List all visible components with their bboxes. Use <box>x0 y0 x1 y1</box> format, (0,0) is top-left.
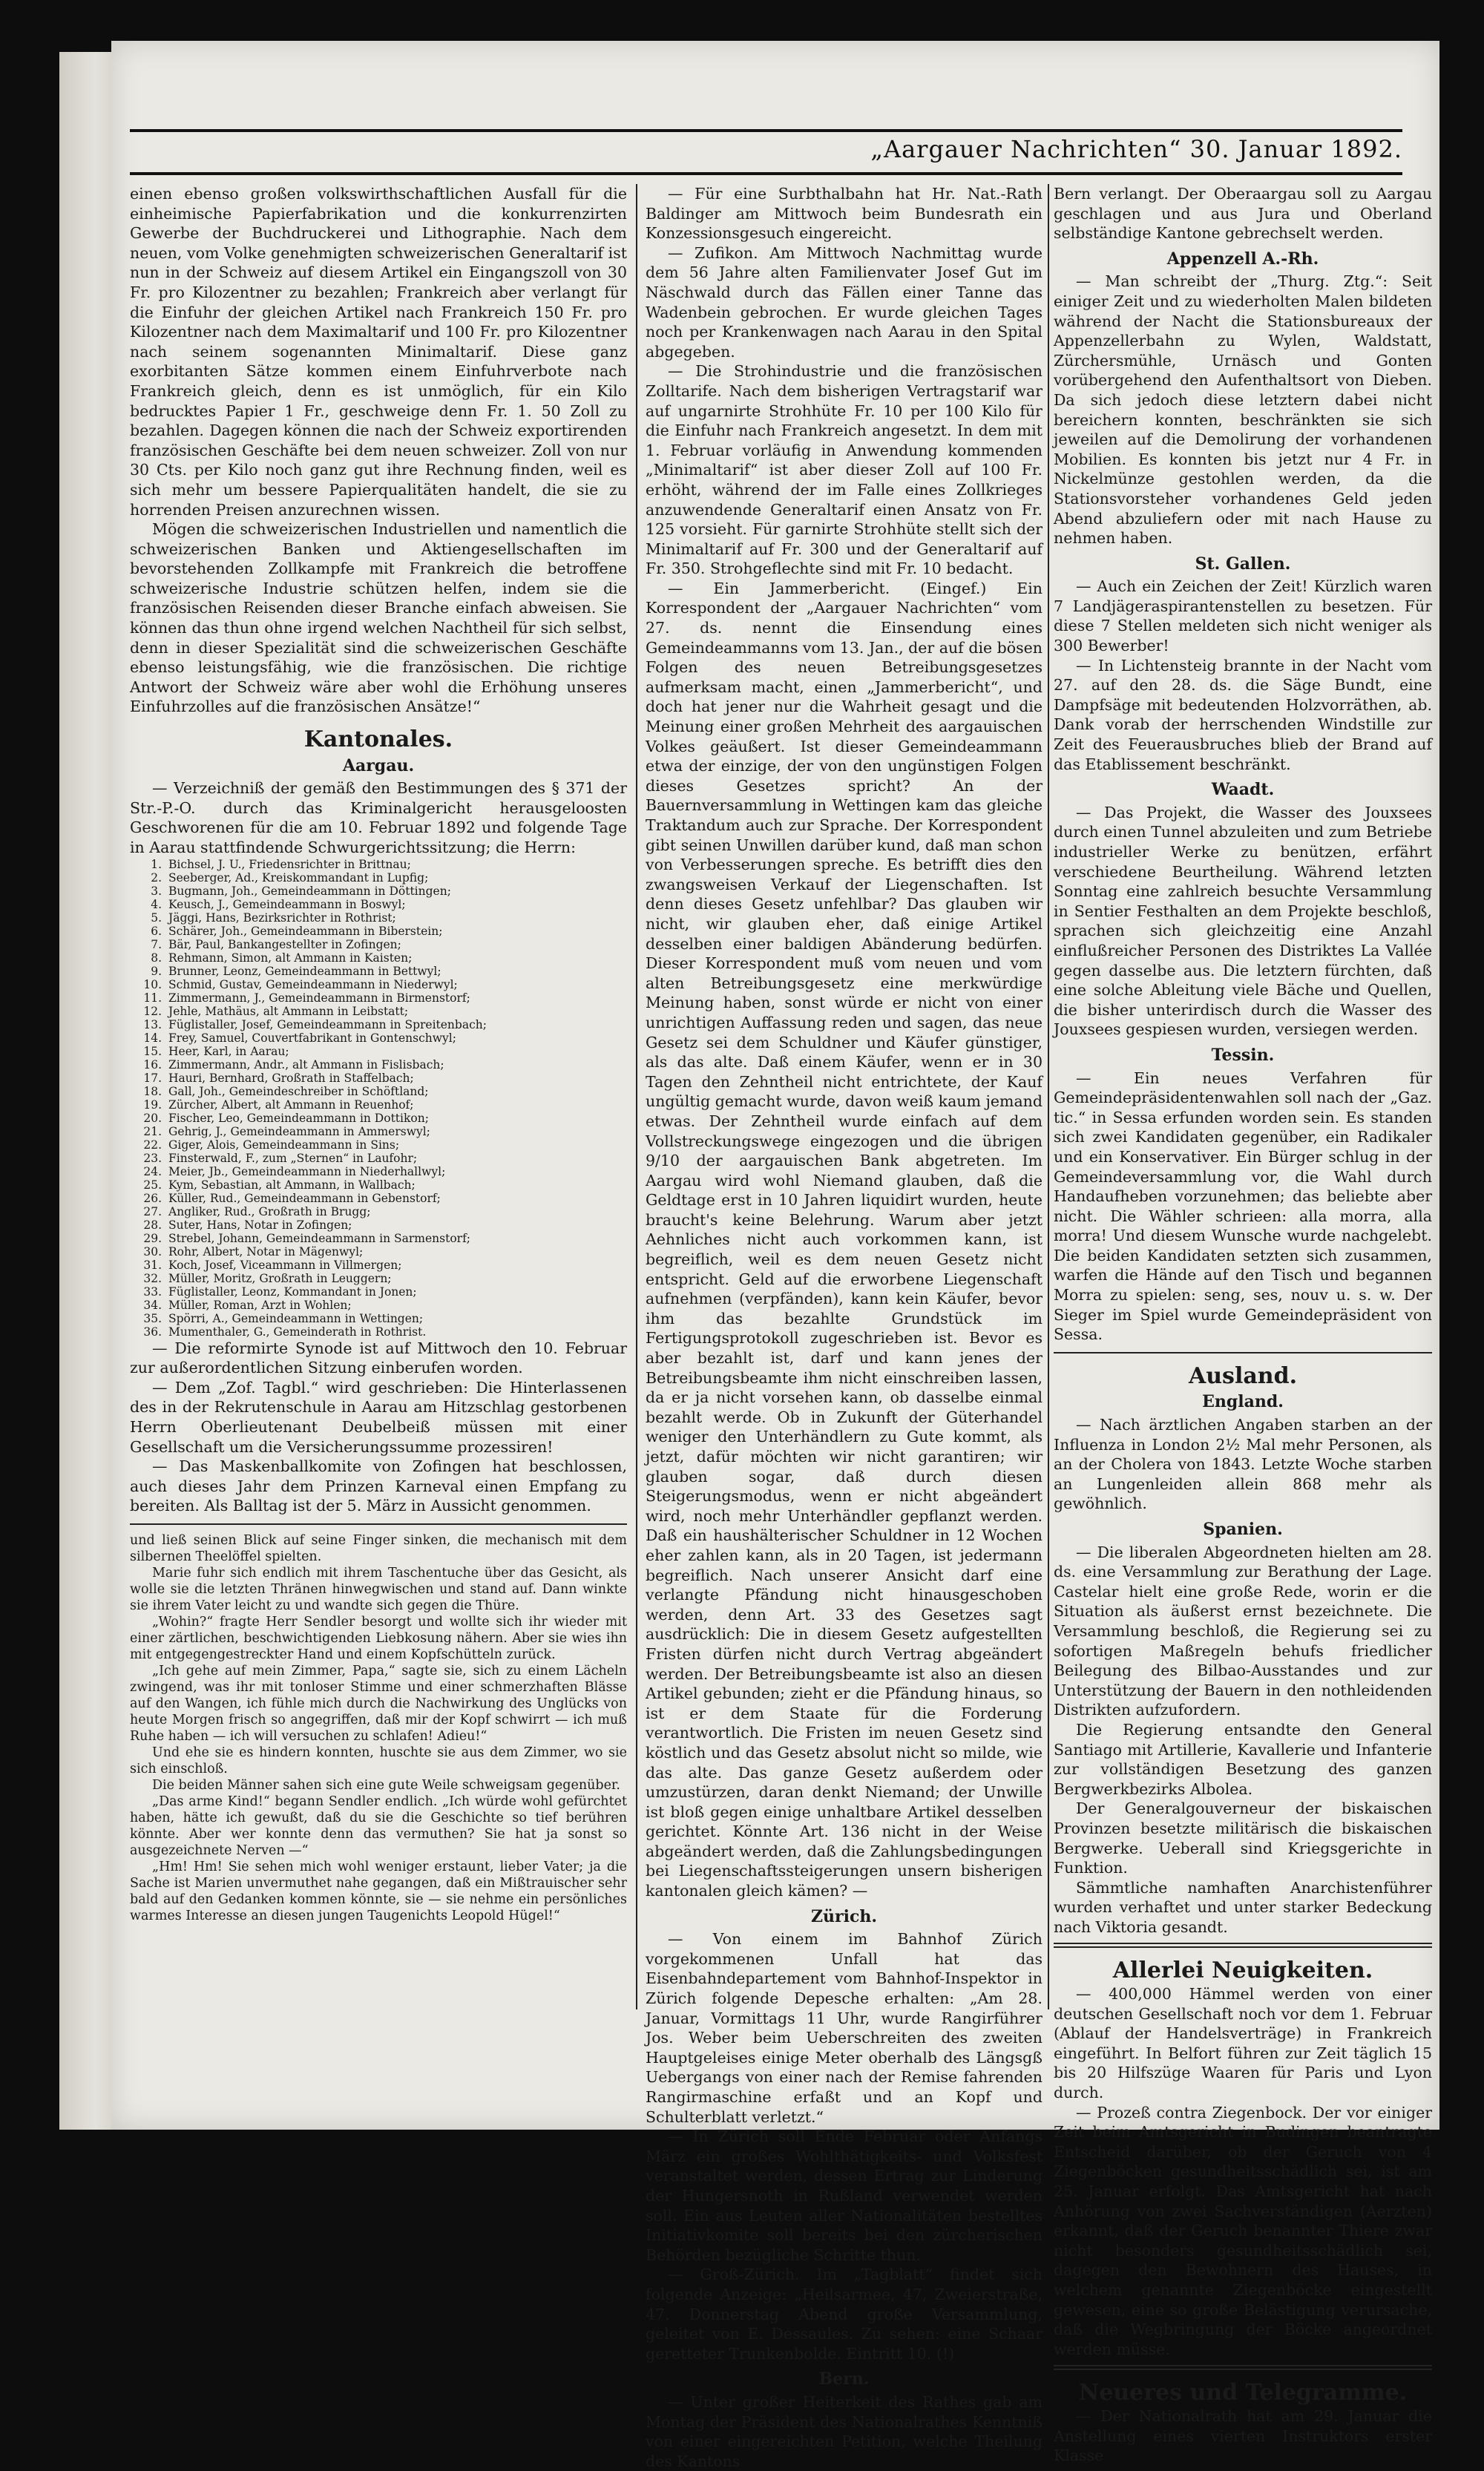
list-item: 16. Zimmermann, Andr., alt Ammann in Fislisbach; <box>165 1058 627 1072</box>
article-england: — Nach ärztlichen Angaben starben an der Influenza in London 2½ Mal mehr Personen, als an der Cholera von 1843. Letzte Woche starben an Lungenleiden allein 868 mehr als gewöhnlich. <box>1054 1416 1432 1513</box>
article-spanien-3: Der Generalgouverneur der biskaischen Provinzen besetzte militärisch die biskaischen Bergwerke. Ueberall sind Kriegsgerichte in Funktion. <box>1054 1799 1432 1877</box>
article-synode: — Die reformirte Synode ist auf Mittwoch den 10. Februar zur außerordentlichen Sitzung einberufen worden. <box>130 1339 627 1377</box>
article-bern-petition: — Unter großer Heiterkeit des Rathes gab am Montag der Präsident des Nationalrathes Kenntniß von einer eingereichten Petition, welche Theilung des Kantons <box>646 2392 1043 2470</box>
list-item: 2. Seeberger, Ad., Kreiskommandant in Lupfig; <box>165 871 627 885</box>
article-lichtensteig: — In Lichtensteig brannte in der Nacht vom 27. auf den 28. ds. die Säge Bundt, eine Dampfsäge mit bedeutenden Holzvorräthen, ab. Dank vorab der herrschenden Windstille zur Zeit des Feuerausbruches blieb der Brand auf das Etablissement beschränkt. <box>1054 656 1432 773</box>
list-item: 22. Giger, Alois, Gemeindeammann in Sins; <box>165 1138 627 1152</box>
page-fold-shadow <box>59 52 119 2130</box>
article-spanien-1: — Die liberalen Abgeordneten hielten am 28. ds. eine Versammlung zur Berathung der Lage. Castelar hielt eine große Rede, worin er die Situation als äußerst ernst bezeichnete. Die Versammlung beschloß, die Regierung sei zu sofortigen Maßregeln behufs friedlicher Beilegung des Bilbao-Ausstandes und zur Unterstützung der Bauern in den nothleidenden Distrikten aufzufordern. <box>1054 1543 1432 1719</box>
article-waadt: — Das Projekt, die Wasser des Jouxsees durch einen Tunnel abzuleiten und zum Betriebe industrieller Werke zu benützen, erfährt verschiedene Beurtheilung. Während letzten Sonntag eine zahlreich besuchte Versammlung in Sentier Festhalten an dem Projekte beschloß, sprachen sich gleichzeitig eine Anzahl einflußreicher Personen des Distriktes La Vallée gegen dasselbe aus. Die letztern fürchten, daß eine solche Ableitung viele Bäche und Quellen, die bisher unterirdisch durch die Wasser des Jouxsees gespiesen wurden, versiegen werden. <box>1054 803 1432 1039</box>
list-item: 32. Müller, Moritz, Großrath in Leuggern; <box>165 1272 627 1285</box>
list-item: 3. Bugmann, Joh., Gemeindeammann in Döttingen; <box>165 885 627 898</box>
article-haemmel: — 400,000 Hämmel werden von einer deutschen Gesellschaft noch vor dem 1. Februar (Ablauf der Handelsverträge) in Frankreich eingeführt. In Belfort führen zur Zeit täglich 15 bis 20 Hilfszüge Waaren für Paris und Lyon durch. <box>1054 1985 1432 2102</box>
article-surbthalbahn: — Für eine Surbthalbahn hat Hr. Nat.-Rath Baldinger am Mittwoch beim Bundesrath ein Konzessionsgesuch eingereicht. <box>646 185 1043 243</box>
subsection-zurich: Zürich. <box>810 1906 878 1926</box>
list-item: 14. Frey, Samuel, Couvertfabrikant in Gontenschwyl; <box>165 1031 627 1045</box>
section-allerlei: Allerlei Neuigkeiten. <box>1112 1958 1373 1984</box>
column-3 <box>1054 184 1432 2466</box>
feuilleton-paragraph: Und ehe sie es hindern konnten, huschte sie aus dem Zimmer, wo sie sich einschloß. <box>130 1745 627 1776</box>
ausland-rule <box>1054 1352 1432 1353</box>
article-st-gallen-zeichen: — Auch ein Zeichen der Zeit! Kürzlich waren 7 Landjägeraspirantenstellen zu besetzen. Für diese 7 Stellen meldeten sich nicht weniger als 300 Bewerber! <box>1054 577 1432 655</box>
list-item: 12. Jehle, Mathäus, alt Ammann in Leibstatt; <box>165 1005 627 1018</box>
list-item: 23. Finsterwald, F., zum „Sternen“ in Laufohr; <box>165 1152 627 1165</box>
jury-list <box>130 858 627 1339</box>
article-appenzell: — Man schreibt der „Thurg. Ztg.“: Seit einiger Zeit und zu wiederholten Malen bildeten während der Nacht die Stationsbureaux der Appenzellerbahn zu Wylen, Waldstatt, Zürchersmühle, Urnäsch und Gonten vorübergehend den Aufenthaltsort von Dieben. Da sich jedoch diese letztern dabei nicht bereichern konnten, beschränkten sie sich jeweilen auf die Demolirung der vorhandenen Mobilien. Es konnten bis jetzt nur 4 Fr. in Nickelmünze gestohlen werden, da die Stationsvorsteher vorhandenes Geld jeden Abend abzuliefern oder mit nach Hause zu nehmen haben. <box>1054 272 1432 548</box>
subsection-aargau: Aargau. <box>342 755 415 775</box>
article-bern-continued: Bern verlangt. Der Oberaargau soll zu Aargau geschlagen und aus Jura und Oberland selbständige Kantone gebrechselt werden. <box>1054 185 1432 243</box>
allerlei-rule <box>1054 1943 1432 1948</box>
list-item: 1. Bichsel, J. U., Friedensrichter in Brittnau; <box>165 858 627 871</box>
article-strohindustrie: — Die Strohindustrie und die französischen Zolltarife. Nach dem bisherigen Vertragstarif war auf ungarnirte Strohhüte Fr. 10 per 100 Kilo für die Einfuhr nach Frankreich angesetzt. In dem mit 1. Februar vorläufig in Anwendung kommenden „Minimaltarif“ ist aber dieser Zoll auf 100 Fr. erhöht, während der im Falle eines Zollkrieges anzuwendende Generaltarif einen Ansatz von Fr. 125 vorsieht. Für garnirte Strohhüte stellt sich der Minimaltarif auf Fr. 300 und der Generaltarif auf Fr. 350. Strohgeflechte sind mit Fr. 10 bedacht. <box>646 362 1043 578</box>
feuilleton-paragraph: „Hm! Hm! Sie sehen mich wohl weniger erstaunt, lieber Vater; ja die Sache ist Marien unvermuthet nahe gegangen, daß ein Mißtrauischer sehr bald auf den Gedanken kommen könnte, sie — sie nehme ein persönliches warmes Interesse an diesen jungen Taugenichts Leopold Hügel!“ <box>130 1859 627 1923</box>
section-kantonales: Kantonales. <box>303 726 453 753</box>
article-gross-zurich: — Groß-Zürich. Im „Tagblatt“ findet sich folgende Anzeige: „Heilsarmee, 47, Zweierstraße, 47. Donnerstag Abend große Versammlung, geleitet von E. Dessaules. Zu sehen: eine Schaar geretteter Trunkenbolde. Eintritt 10. (!) <box>646 2265 1043 2363</box>
column-divider-1 <box>636 184 637 2009</box>
feuilleton-paragraph: Marie fuhr sich endlich mit ihrem Taschentuche über das Gesicht, als wolle sie die letzten Thränen hinwegwischen und stand auf. Dann winkte sie ihrem Vater leicht zu und wandte sich gegen die Thüre. <box>130 1565 627 1613</box>
feuilleton-paragraph: „Das arme Kind!“ begann Sendler endlich. „Ich würde wohl gefürchtet haben, hätte ich gewußt, daß du sie die Geschichte so tief berühren könnte. Aber wer konnte denn das vermuthen? Sie hat ja sonst so ausgezeichnete Nerven —“ <box>130 1794 627 1858</box>
list-item: 9. Brunner, Leonz, Gemeindeammann in Bettwyl; <box>165 965 627 978</box>
list-item: 7. Bär, Paul, Bankangestellter in Zofingen; <box>165 938 627 951</box>
list-item: 33. Füglistaller, Leonz, Kommandant in Jonen; <box>165 1285 627 1299</box>
list-item: 36. Mumenthaler, G., Gemeinderath in Rothrist. <box>165 1325 627 1339</box>
subsection-tessin: Tessin. <box>1211 1045 1275 1065</box>
list-item: 6. Schärer, Joh., Gemeindeammann in Biberstein; <box>165 925 627 938</box>
subsection-england: England. <box>1202 1392 1284 1412</box>
list-item: 28. Suter, Hans, Notar in Zofingen; <box>165 1218 627 1232</box>
list-item: 24. Meier, Jb., Gemeindeammann in Niederhallwyl; <box>165 1165 627 1178</box>
article-papier-intro: einen ebenso großen volkswirthschaftlichen Ausfall für die einheimische Papierfabrikation und die konkurrenzirten Gewerbe der Buchdruckerei und Lithographie. Nach dem neuen, vom Volke genehmigten schweizerischen Generaltarif ist nun in der Schweiz auf diesem Artikel ein Eingangszoll von 30 Fr. pro Kilozentner zu bezahlen; Frankreich aber verlangt für die Einfuhr der gleichen Artikel nach Frankreich 150 Fr. pro Kilozentner nach dem Maximaltarif und 100 Fr. pro Kilozentner nach seinem sogenannten Minimaltarif. Diese ganz exorbitanten Sätze kommen einem Einfuhrverbote nach Frankreich gleich, denn es ist unmöglich, für ein Kilo bedrucktes Papier 1 Fr., geschweige denn Fr. 1. 50 Zoll zu bezahlen. Dagegen können die nach der Schweiz exportirenden französischen Geschäfte bei dem neuen schweizer. Zoll von nur 30 Cts. per Kilo noch ganz gut ihre Rechnung finden, weil es sich mehr um bessere Papierqualitäten handelt, die sie zu horrenden Preisen anzurechnen wissen. <box>130 185 627 519</box>
subsection-bern: Bern. <box>818 2369 870 2389</box>
article-zurich-volksfest: — In Zürich soll Ende Februar oder Anfangs März ein großes Wohlthätigkeits- und Volksfest veranstaltet werden, dessen Ertrag zur Linderung der Hungersnoth in Rußland verwendet werden soll. Ein aus Leuten aller Nationalitäten bestelltes Initiativkomite soll bereits bei den zürcherischen Behörden bezügliche Schritte thun. <box>646 2127 1043 2264</box>
article-spanien-2: Die Regierung entsandte den General Santiago mit Artillerie, Kavallerie und Infanterie zur vollständigen Besetzung des ganzen Bergwerkbezirks Albolea. <box>1054 1720 1432 1798</box>
article-zurich-unfall: — Von einem im Bahnhof Zürich vorgekommenen Unfall hat das Eisenbahndepartement vom Bahnhof-Inspektor in Zürich folgende Depesche erhalten: „Am 28. Januar, Vormittags 11 Uhr, wurde Rangirführer Jos. Weber beim Ueberschreiten des zweiten Hauptgeleises einige Meter oberhalb des Längsgß Uebergangs von einer nach der Remise fahrenden Rangirmaschine erfaßt und an Kopf und Schulterblatt verletzt.“ <box>646 1930 1043 2126</box>
subsection-appenzell: Appenzell A.-Rh. <box>1166 249 1319 269</box>
subsection-spanien: Spanien. <box>1203 1520 1283 1539</box>
feuilleton-paragraph: „Ich gehe auf mein Zimmer, Papa,“ sagte sie, sich zu einem Lächeln zwingend, was ihr mit tonloser Stimme und einer schmerzhaften Blässe auf den Wangen, ich fühle mich durch die Nachwirkung des Unglücks von heute Morgen frisch so angegriffen, daß mir der Kopf schwirrt — ich muß Ruhe haben — ich will versuchen zu schlafen! Adieu!“ <box>130 1663 627 1744</box>
subsection-waadt: Waadt. <box>1211 780 1275 800</box>
subsection-st-gallen: St. Gallen. <box>1195 554 1291 574</box>
feuilleton-rule <box>130 1523 627 1525</box>
list-item: 11. Zimmermann, J., Gemeindeammann in Birmenstorf; <box>165 991 627 1005</box>
feuilleton-paragraph: und ließ seinen Blick auf seine Finger sinken, die mechanisch mit dem silbernen Theelöffel spielten. <box>130 1532 627 1564</box>
article-zufikon: — Zufikon. Am Mittwoch Nachmittag wurde dem 56 Jahre alten Familienvater Josef Gut im Näschwald durch das Fällen einer Tanne das Wadenbein gebrochen. Er wurde gleichen Tages noch per Krankenwagen nach Aarau in den Spital abgegeben. <box>646 243 1043 361</box>
section-ausland: Ausland. <box>1188 1362 1298 1389</box>
article-tagblatt: — Dem „Zof. Tagbl.“ wird geschrieben: Die Hinterlassenen des in der Rekrutenschule in Aarau am Hitzschlag gestorbenen Herrn Oberlieutenant Deubelbeiß müssen mit einer Gesellschaft um die Versicherungssumme prozessiren! <box>130 1378 627 1456</box>
list-item: 19. Zürcher, Albert, alt Ammann in Reuenhof; <box>165 1098 627 1112</box>
masthead: „Aargauer Nachrichten“ 30. Januar 1892. <box>870 135 1402 163</box>
list-item: 34. Müller, Roman, Arzt in Wohlen; <box>165 1299 627 1312</box>
feuilleton-paragraph: Die beiden Männer sahen sich eine gute Weile schweigsam gegenüber. <box>152 1777 620 1793</box>
feuilleton-paragraph: „Wohin?“ fragte Herr Sendler besorgt und wollte sich ihr wieder mit einer zärtlichen, beschwichtigenden Liebkosung nähern. Aber sie wies ihn mit entgegengestreckter Hand und einem Kopfschütteln zurück. <box>130 1614 627 1662</box>
column-2 <box>646 184 1043 2471</box>
list-item: 30. Rohr, Albert, Notar in Mägenwyl; <box>165 1245 627 1259</box>
feuilleton <box>130 1532 627 1924</box>
list-item: 35. Spörri, A., Gemeindeammann in Wettingen; <box>165 1312 627 1325</box>
article-jammerbericht: — Ein Jammerbericht. (Eingef.) Ein Korrespondent der „Aargauer Nachrichten“ vom 27. ds. nennt die Einsendung eines Gemeindeammanns vom 13. Jan., der auf die bösen Folgen des neuen Betreibungsgesetzes aufmerksam macht, einen „Jammerbericht“, und doch hat jener nur die Wahrheit gesagt und die Meinung einer großen Mehrheit des aargauischen Volkes geäußert. Ist dieser Gemeindeammann etwa der einzige, der von den ungünstigen Folgen dieses Gesetzes spricht? An der Bauernversammlung in Wettingen kam das gleiche Traktandum auch zur Sprache. Der Korrespondent gibt seinen Unwillen darüber kund, daß man schon von Verbesserungen spreche. Es betrifft dies den zwangsweisen Verkauf der Liegenschaften. Ist denn dieses Gesetz unfehlbar? Das glauben wir nicht, wir glauben eher, daß einige Artikel desselben einer baldigen Abänderung bedürfen. Dieser Korrespondent muß vom neuen und vom alten Betreibungsgesetz eine merkwürdige Meinung haben, sonst würde er nicht von einer unrichtigen Auffassung reden und sagen, das neue Gesetz sei dem Schuldner und Käufer günstiger, als das alte. Daß einem Käufer, wenn er in 30 Tagen den Zehntheil nicht entrichtete, der Kauf ungültig gemacht wurde, davon weiß kaum jemand etwas. Der Zehntheil wurde einfach auf dem Vollstreckungswege eingezogen und die übrigen 9/10 der aargauischen Bank abgetreten. Im Aargau wird wohl Niemand glauben, daß die Geldtage erst in 10 Jahren liquidirt wurden, heute braucht's keine Belehrung. Warum aber jetzt Aehnliches nicht auch vorkommen kann, ist begreiflich, weil es dem neuen Gesetz nicht entspricht. Geld auf die erworbene Liegenschaft aufnehmen (verpfänden), kann kein Käufer, bevor ihm das bezahlte Grundstück im Fertigungsprotokoll zugeschrieben ist. Bevor es aber bezahlt ist, darf und kann jenes der Betreibungsbeamte ihm nicht einschreiben lassen, da er ja nicht vorsehen kann, ob dasselbe einmal bezahlt werde. Ob in Zukunft der Güterhandel weniger den Unterhändlern zu Gute kommt, als jetzt, dafür möchten wir nicht garantiren; wir glauben sogar, daß durch diesen Steigerungsmodus, wenn er nicht abgeändert wird, noch mehr Unterhändler gepflanzt werden. Daß ein haushälterischer Schuldner in 12 Wochen eher zahlen kann, als in 20 Tagen, ist jedermann begreiflich. Nach unserer Ansicht darf eine verlangte Pfändung nicht hinausgeschoben werden, denn Art. 33 des Gesetzes sagt ausdrücklich: Die in diesem Gesetz aufgestellten Fristen dürfen nicht durch Vertrag abgeändert werden. Der Betreibungsbeamte ist also an diesen Artikel gebunden; zieht er die Pfändung hinaus, so ist er dem Staate für die Forderung verantwortlich. Die Fristen im neuen Gesetz sind köstlich und das Gesetz absolut nicht so milde, wie das alte. Das ganze Gesetz außerdem oder umzustürzen, daran denkt Niemand; der Unwille ist bloß gegen einige unhaltbare Artikel desselben gerichtet. Könnte Art. 136 nicht in der Weise abgeändert werden, daß die Zahlungsbedingungen bei Liegenschaftssteigerungen unsern bisherigen kantonalen gleich kämen? — <box>646 579 1043 1900</box>
list-item: 21. Gehrig, J., Gemeindeammann in Ammerswyl; <box>165 1125 627 1138</box>
list-item: 13. Füglistaller, Josef, Gemeindeammann in Spreitenbach; <box>165 1018 627 1031</box>
list-item: 20. Fischer, Leo, Gemeindeammann in Dottikon; <box>165 1112 627 1125</box>
article-maskenball: — Das Maskenballkomite von Zofingen hat beschlossen, auch dieses Jahr dem Prinzen Karneval einen Empfang zu bereiten. Als Balltag ist der 5. März in Aussicht genommen. <box>130 1457 627 1515</box>
list-item: 27. Angliker, Rud., Großrath in Brugg; <box>165 1205 627 1218</box>
neueres-rule <box>1054 2365 1432 2370</box>
list-item: 29. Strebel, Johann, Gemeindeammann in Sarmenstorf; <box>165 1232 627 1245</box>
list-item: 25. Kym, Sebastian, alt Ammann, in Wallbach; <box>165 1178 627 1192</box>
column-divider-2 <box>1048 184 1049 2009</box>
header-bottom-rule <box>130 172 1402 175</box>
article-papier-appeal: Mögen die schweizerischen Industriellen und namentlich die schweizerischen Banken und Aktiengesellschaften im bevorstehenden Zollkampfe mit Frankreich die betroffene schweizerische Industrie schützen helfen, indem sie die französischen Reisenden dieser Branche einfach abweisen. Sie können das thun ohne irgend welchen Nachtheil für sich selbst, denn in dieser Spezialität sind die schweizerischen Geschäfte ebenso leistungsfähig, wie die französischen. Die richtige Antwort der Schweiz wäre aber wohl die Erhöhung unseres Einfuhrzolles auf die französischen Ansätze!“ <box>130 520 627 716</box>
article-spanien-4: Sämmtliche namhaften Anarchistenführer wurden verhaftet und unter starker Bedeckung nach Viktoria gesandt. <box>1054 1878 1432 1936</box>
list-item: 26. Küller, Rud., Gemeindeammann in Gebenstorf; <box>165 1192 627 1205</box>
article-ziegenbock: — Prozeß contra Ziegenbock. Der vor einiger Zeit beim Amtsgericht in Budingen beantragte Entscheid darüber, ob der Geruch von 4 Ziegenböcken gesundheitsschädlich sei, ist am 25. Januar erfolgt. Das Amtsgericht hat nach Anhörung von zwei Sachverständigen (Aerzten) erkannt, daß der Geruch benannter Thiere zwar nicht besonders gesundheitsschädlich sei, dagegen den Bewohnern des Hauses, in welchem genannte Ziegenböcke eingestellt gewesen, eine so große Belästigung verursache, daß die Wegbringung der Böcke angeordnet werden müsse. <box>1054 2103 1432 2358</box>
section-neueres: Neueres und Telegramme. <box>1078 2380 1408 2406</box>
list-item: 17. Hauri, Bernhard, Großrath in Staffelbach; <box>165 1072 627 1085</box>
list-item: 5. Jäggi, Hans, Bezirksrichter in Rothrist; <box>165 911 627 925</box>
list-item: 31. Koch, Josef, Viceammann in Villmergen; <box>165 1259 627 1272</box>
list-item: 18. Gall, Joh., Gemeindeschreiber in Schöftland; <box>165 1085 627 1098</box>
list-item: 10. Schmid, Gustav, Gemeindeammann in Niederwyl; <box>165 978 627 991</box>
column-1 <box>130 184 627 1924</box>
article-nationalrath: — Der Nationalrath hat am 29. Januar die Anstellung eines vierten Instruktors erster Klasse <box>1054 2406 1432 2465</box>
list-item: 15. Heer, Karl, in Aarau; <box>165 1045 627 1058</box>
list-item: 8. Rehmann, Simon, alt Ammann in Kaisten; <box>165 951 627 965</box>
article-jury-intro: — Verzeichniß der gemäß den Bestimmungen des § 371 der Str.-P.-O. durch das Kriminalgericht herausgeloosten Geschworenen für die am 10. Februar 1892 und folgende Tage in Aarau stattfindende Schwurgerichtssitzung; die Herrn: <box>130 779 627 856</box>
list-item: 4. Keusch, J., Gemeindeammann in Boswyl; <box>165 898 627 911</box>
header-top-rule <box>130 129 1402 132</box>
article-tessin: — Ein neues Verfahren für Gemeindepräsidentenwahlen soll nach der „Gaz. tic.“ in Sessa erfunden worden sein. Es standen sich zwei Kandidaten gegenüber, ein Radikaler und ein Konservativer. Ein Bürger schlug in der Gemeindeversammlung vor, die Wahl durch Handaufheben vorzunehmen; das beliebte aber nicht. Die Wähler schrieen: alla morra, alla morra! Und diesem Wunsche wurde nachgelebt. Die beiden Kandidaten setzten sich zusammen, warfen die Hände auf den Tisch und begannen Morra zu spielen: seng, ses, nouv u. s. w. Der Sieger im Spiel wurde Gemeindepräsident von Sessa. <box>1054 1069 1432 1344</box>
